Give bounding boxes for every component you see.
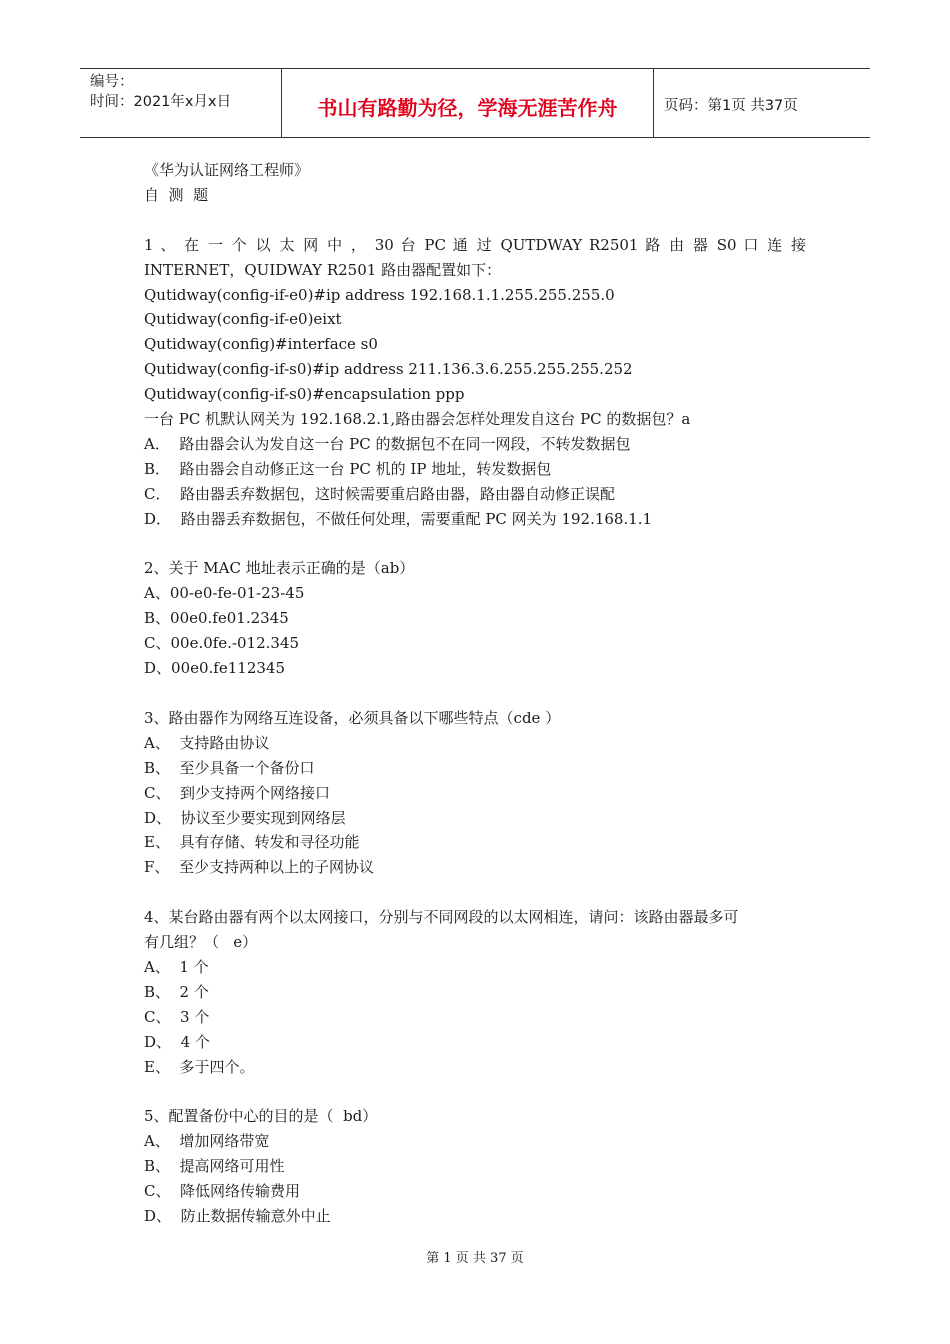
text-line: Qutidway(config-if-e0)eixt: [144, 310, 342, 329]
text-line: 有几组？（ e）: [144, 933, 258, 952]
text-line: B、 提高网络可用性: [144, 1157, 285, 1176]
text-line: 2、关于 MAC 地址表示正确的是（ab）: [144, 559, 415, 578]
text-line: [144, 681, 806, 706]
text-line: Qutidway(config)#interface s0: [144, 335, 378, 354]
question-lines: [144, 208, 806, 1229]
text-line: A． 路由器会认为发自这一台 PC 的数据包不在同一网段，不转发数据包: [144, 434, 631, 453]
text-line: D、 协议至少要实现到网络层: [144, 808, 346, 827]
page-info: 页码：第1页 共37页: [664, 97, 798, 114]
text-line: D． 路由器丢弃数据包，不做任何处理，需要重配 PC 网关为 192.168.1.1: [144, 509, 653, 528]
text-line: E、 具有存储、转发和寻径功能: [144, 833, 360, 852]
text-line: A、 1 个: [144, 957, 209, 976]
text-line: A、 增加网络带宽: [144, 1132, 270, 1151]
text-line: A、 支持路由协议: [144, 733, 270, 752]
text-line: Qutidway(config-if-s0)#encapsulation ppp: [144, 385, 465, 404]
text-line: C、 降低网络传输费用: [144, 1182, 301, 1201]
text-line: 4、某台路由器有两个以太网接口，分别与不同网段的以太网相连，请问：该路由器最多可: [144, 908, 739, 927]
header-left-cell: [80, 69, 282, 137]
text-line: C． 路由器丢弃数据包，这时候需要重启路由器，路由器自动修正误配: [144, 484, 616, 503]
text-line: Qutidway(config-if-e0)#ip address 192.168.1.1.255.255.255.0: [144, 285, 615, 304]
text-line: D、 防止数据传输意外中止: [144, 1206, 331, 1225]
text-line: 1 、 在 一 个 以 太 网 中 ， 30 台 PC 通 过 QUTDWAY R2501 路 由 器 S0 口 连 接: [144, 235, 806, 254]
text-line: [144, 1079, 806, 1104]
text-line: Qutidway(config-if-s0)#ip address 211.136.3.6.255.255.255.252: [144, 360, 633, 379]
text-line: [144, 880, 806, 905]
text-line: [144, 208, 806, 233]
doc-subtitle: 自 测 题: [144, 185, 209, 204]
text-line: C、 3 个: [144, 1007, 210, 1026]
motto: 书山有路勤为径，学海无涯苦作舟: [282, 69, 654, 137]
text-line: B、00e0.fe01.2345: [144, 609, 289, 628]
text-line: INTERNET，QUIDWAY R2501 路由器配置如下：: [144, 260, 502, 279]
text-line: B、 2 个: [144, 982, 209, 1001]
text-line: E、 多于四个。: [144, 1057, 255, 1076]
doc-title: 《华为认证网络工程师》: [144, 161, 310, 179]
text-line: F、 至少支持两种以上的子网协议: [144, 858, 374, 877]
text-line: 一台 PC 机默认网关为 192.168.2.1,路由器会怎样处理发自这台 PC 的数据包？a: [144, 410, 691, 429]
text-line: [144, 532, 806, 557]
number-label: 编号：: [90, 74, 134, 90]
text-line: C、 到少支持两个网络接口: [144, 783, 331, 802]
page-header: [80, 68, 870, 138]
text-line: C、00e.0fe.-012.345: [144, 634, 300, 653]
text-line: 5、配置备份中心的目的是（ bd）: [144, 1107, 378, 1126]
text-line: B、 至少具备一个备份口: [144, 758, 315, 777]
text-line: 3、路由器作为网络互连设备，必须具备以下哪些特点（cde ）: [144, 708, 561, 727]
document-body: [144, 158, 806, 1229]
text-line: B． 路由器会自动修正这一台 PC 机的 IP 地址，转发数据包: [144, 459, 552, 478]
text-line: D、00e0.fe112345: [144, 659, 285, 678]
page-footer: 第 1 页 共 37 页: [426, 1251, 524, 1266]
text-line: A、00-e0-fe-01-23-45: [144, 584, 305, 603]
time-label: 时间：2021年x月x日: [90, 94, 232, 110]
text-line: D、 4 个: [144, 1032, 210, 1051]
